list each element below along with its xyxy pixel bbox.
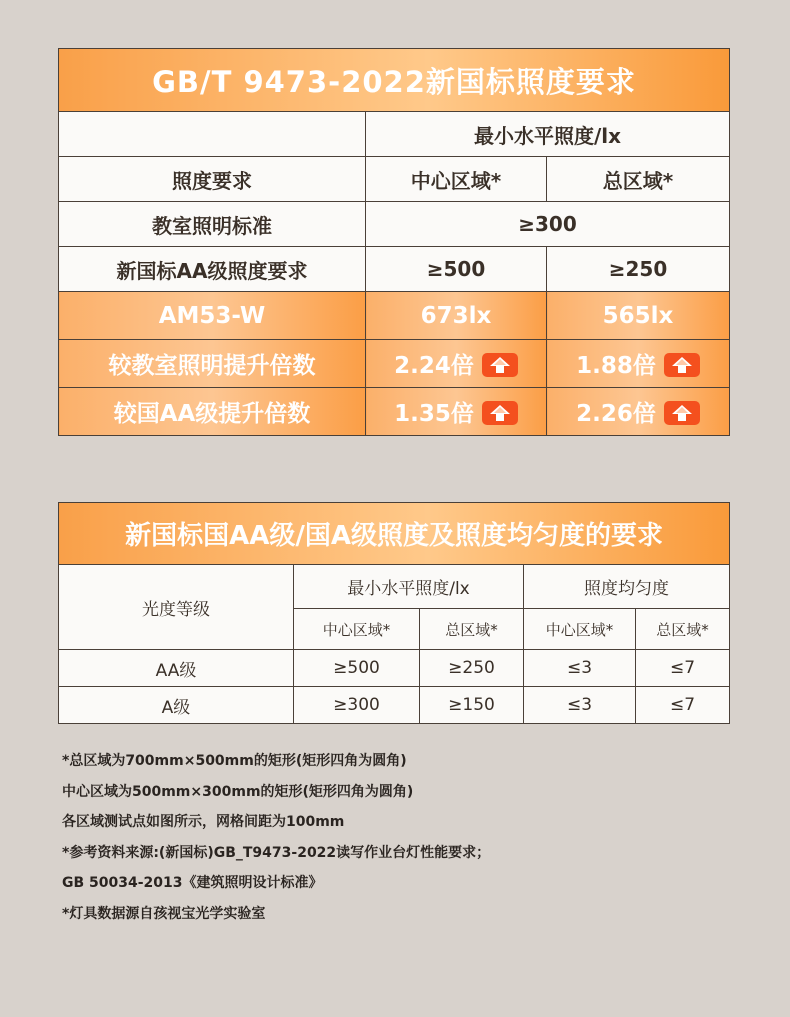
header-uniformity: 照度均匀度 (524, 565, 730, 609)
header-min-illuminance: 最小水平照度/lx (294, 565, 524, 609)
table2-title: 新国标国AA级/国A级照度及照度均匀度的要求 (59, 503, 730, 565)
up-arrow-icon (482, 401, 518, 425)
table1-title: GB/T 9473-2022新国标照度要求 (59, 49, 730, 112)
row-label: 较教室照明提升倍数 (59, 340, 366, 388)
header-grade: 光度等级 (59, 565, 294, 650)
table-cell: ≤3 (524, 650, 636, 687)
footnote: 中心区域为500mm×300mm的矩形(矩形四角为圆角) (62, 783, 414, 800)
sub-header-total: 总区域* (636, 609, 730, 650)
table-cell: ≤7 (636, 650, 730, 687)
row-merged-value: ≥300 (366, 202, 730, 247)
footnotes (62, 746, 490, 929)
sub-header-total: 总区域* (420, 609, 524, 650)
total-multiplier-cell (547, 340, 730, 388)
sub-header-center: 中心区域* (524, 609, 636, 650)
empty-corner-cell (59, 112, 366, 157)
header-center-area: 中心区域* (366, 157, 547, 202)
table-cell: ≥250 (420, 650, 524, 687)
grade-label: AA级 (59, 650, 294, 687)
total-value: 565lx (547, 292, 730, 340)
footnote: 各区域测试点如图所示，网格间距为100mm (62, 814, 345, 830)
center-value: ≥500 (366, 247, 547, 292)
center-multiplier: 2.24倍 (394, 353, 474, 379)
footnote: *总区域为700mm×500mm的矩形(矩形四角为圆角) (62, 753, 407, 769)
total-multiplier: 2.26倍 (576, 401, 656, 427)
total-multiplier: 1.88倍 (576, 353, 656, 379)
header-min-illuminance: 最小水平照度/lx (366, 112, 730, 157)
footnote: *参考资料来源:(新国标)GB_T9473-2022读写作业台灯性能要求； (62, 844, 491, 861)
table-cell: ≤3 (524, 687, 636, 724)
row-label: 新国标AA级照度要求 (59, 247, 366, 292)
header-total-area: 总区域* (547, 157, 730, 202)
table-cell: ≤7 (636, 687, 730, 724)
row-label: 教室照明标准 (59, 202, 366, 247)
grade-requirements-table (58, 502, 730, 724)
center-multiplier: 1.35倍 (394, 401, 474, 427)
grade-label: A级 (59, 687, 294, 724)
table-cell: ≥500 (294, 650, 420, 687)
table-cell: ≥300 (294, 687, 420, 724)
illuminance-table (58, 48, 730, 436)
center-value: 673lx (366, 292, 547, 340)
center-multiplier-cell (366, 388, 547, 436)
sub-header-center: 中心区域* (294, 609, 420, 650)
footnote: *灯具数据源自孩视宝光学实验室 (62, 905, 266, 922)
product-label: AM53-W (59, 292, 366, 340)
table-cell: ≥150 (420, 687, 524, 724)
total-value: ≥250 (547, 247, 730, 292)
header-requirement: 照度要求 (59, 157, 366, 202)
up-arrow-icon (664, 353, 700, 377)
footnote: GB 50034-2013《建筑照明设计标准》 (62, 875, 323, 891)
center-multiplier-cell (366, 340, 547, 388)
up-arrow-icon (482, 353, 518, 377)
total-multiplier-cell (547, 388, 730, 436)
up-arrow-icon (664, 401, 700, 425)
row-label: 较国AA级提升倍数 (59, 388, 366, 436)
